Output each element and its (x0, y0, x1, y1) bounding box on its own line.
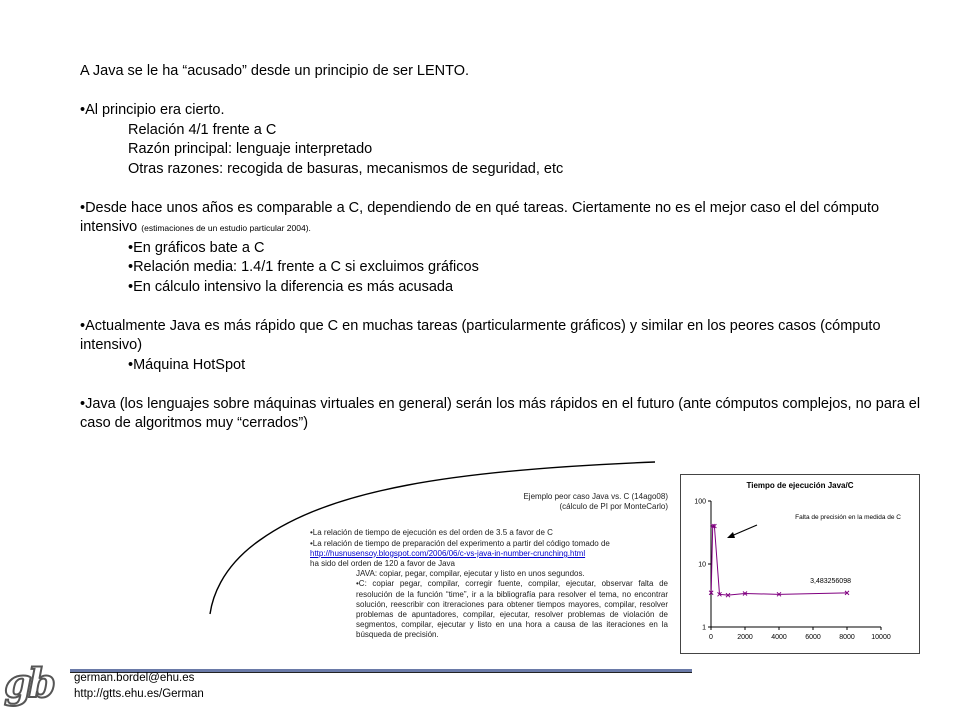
x-tick-label: 4000 (771, 634, 787, 641)
y-tick-label: 1 (702, 624, 706, 632)
bullet-2 (80, 199, 940, 239)
bullet-2-text: •Desde hace unos años es comparable a C, dependiendo de en qué tareas. Ciertamente no es el mejor caso el del cómputo intensivo (80, 199, 880, 235)
chart-frame (680, 474, 920, 654)
execution-time-chart (681, 475, 919, 653)
bullet-2-sub: •En gráficos bate a C (128, 239, 265, 256)
bullet-1-sub: Relación 4/1 frente a C (128, 121, 277, 138)
note-1: •La relación de tiempo de ejecución es del orden de 3.5 a favor de C (310, 528, 553, 538)
bullet-2-sub: •En cálculo intensivo la diferencia es más acusada (128, 278, 454, 295)
bullet-1-sub: Otras razones: recogida de basuras, mecanismos de seguridad, etc (128, 160, 564, 177)
bullet-2-note: (estimaciones de un estudio particular 2004). (141, 223, 311, 233)
footer-email: german.bordel@ehu.es (74, 672, 195, 684)
gb-logo: gb (4, 660, 52, 707)
bullet-3-sub: •Máquina HotSpot (128, 356, 246, 373)
intro-line: A Java se le ha “acusado” desde un principio de ser LENTO. (80, 63, 470, 79)
footer (74, 670, 204, 702)
bullet-2-sub: •Relación media: 1.4/1 frente a C si excluimos gráficos (128, 259, 479, 275)
example-title: Ejemplo peor caso Java vs. C (14ago08) (523, 492, 668, 501)
chart-title: Tiempo de ejecución Java/C (746, 481, 854, 490)
x-tick-label: 6000 (805, 634, 821, 641)
footer-url: http://gtts.ehu.es/German (74, 688, 204, 700)
source-link[interactable]: http://husnusensoy.blogspot.com/2006/06/c-vs-java-in-number-crunching.html (310, 548, 586, 558)
chart-annotation: Falta de precisión en la medida de C (795, 514, 901, 521)
bullet-1: •Al principio era cierto. (80, 102, 225, 118)
annotation-arrowhead (727, 532, 735, 538)
x-tick-label: 8000 (839, 634, 855, 641)
example-notes (310, 492, 668, 641)
note-java: JAVA: copiar, pegar, compilar, ejecutar y listo en unos segundos. (356, 569, 585, 579)
bullet-4: •Java (los lenguajes sobre máquinas virtuales en general) serán los más rápidos en el futuro (ante cómputos complejos, no para el caso de algoritmos muy “cerrados”) (80, 395, 921, 431)
slide-body (80, 62, 940, 434)
x-tick-label: 2000 (737, 634, 753, 641)
y-tick-label: 100 (694, 498, 706, 506)
x-tick-label: 10000 (871, 634, 891, 641)
bullet-1-sub: Razón principal: lenguaje interpretado (128, 141, 373, 157)
note-2: •La relación de tiempo de preparación del experimento a partir del código tomado de (310, 538, 610, 548)
example-subtitle: (cálculo de PI por MonteCarlo) (559, 502, 668, 512)
value-label: 3,483256098 (810, 577, 851, 585)
note-c: •C: copiar pegar, compilar, corregir fuente, compilar, ejecutar, observar falta de resolución de la función “time”, ir a la bibliografía para resolver el tema, no encontrar solución, reescribir con itreraciones para obtener tiempos mayores, compilar, resolver problemas de apuntadores, compilar, ejecutar, resolver problemas de violación de segmentos, compilar, ejecutar y listo en una hora a causa de las iteraciones en la búsqueda de precisión. (356, 579, 668, 640)
bullet-3: •Actualmente Java es más rápido que C en muchas tareas (particularmente gráficos) y similar en los peores casos (cómputo intensivo) (80, 317, 881, 353)
x-tick-label: 0 (709, 634, 713, 641)
note-3: ha sido del orden de 120 a favor de Java (310, 559, 455, 569)
y-tick-label: 10 (698, 561, 706, 569)
